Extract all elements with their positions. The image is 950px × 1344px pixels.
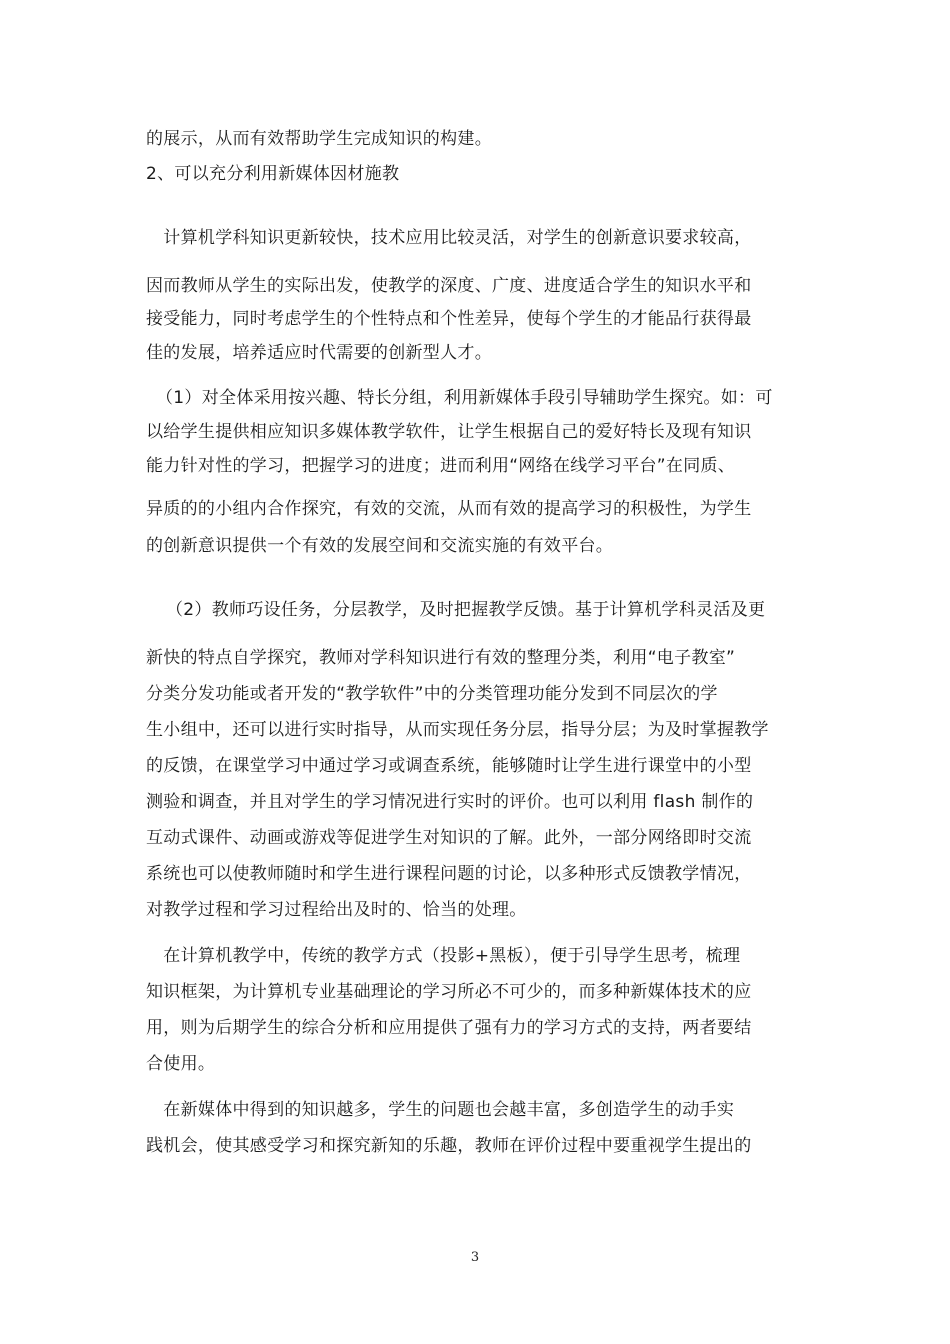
text-line: 接受能力，同时考虑学生的个性特点和个性差异，使每个学生的才能品行获得最 — [146, 309, 752, 329]
text-line: 知识框架，为计算机专业基础理论的学习所必不可少的，而多种新媒体技术的应 — [146, 982, 752, 1002]
text-line: 分类分发功能或者开发的“教学软件”中的分类管理功能分发到不同层次的学 — [146, 684, 718, 704]
text-line: 的反馈，在课堂学习中通过学习或调查系统，能够随时让学生进行课堂中的小型 — [146, 756, 752, 776]
text-line: 能力针对性的学习，把握学习的进度；进而利用“网络在线学习平台”在同质、 — [146, 456, 736, 476]
text-line: 计算机学科知识更新较快，技术应用比较灵活，对学生的创新意识要求较高， — [146, 228, 752, 248]
text-line: 异质的的小组内合作探究，有效的交流，从而有效的提高学习的积极性，为学生 — [146, 499, 752, 519]
text-line: 在新媒体中得到的知识越多，学生的问题也会越丰富，多创造学生的动手实 — [146, 1100, 735, 1120]
text-line: 新快的特点自学探究，教师对学科知识进行有效的整理分类，利用“电子教室” — [146, 648, 736, 668]
text-line: 互动式课件、动画或游戏等促进学生对知识的了解。此外，一部分网络即时交流 — [146, 828, 752, 848]
text-line: 测验和调查，并且对学生的学习情况进行实时的评价。也可以利用 flash 制作的 — [146, 792, 754, 812]
text-line: 生小组中，还可以进行实时指导，从而实现任务分层，指导分层；为及时掌握教学 — [146, 720, 769, 740]
text-line: 用，则为后期学生的综合分析和应用提供了强有力的学习方式的支持，两者要结 — [146, 1018, 752, 1038]
text-line: 的创新意识提供一个有效的发展空间和交流实施的有效平台。 — [146, 536, 614, 556]
text-line: 对教学过程和学习过程给出及时的、恰当的处理。 — [146, 900, 527, 920]
text-line: 合使用。 — [146, 1054, 216, 1074]
page-number: 3 — [470, 1250, 480, 1265]
text-line: （1）对全体采用按兴趣、特长分组，利用新媒体手段引导辅助学生探究。如：可 — [156, 388, 773, 408]
text-line: 在计算机教学中，传统的教学方式（投影+黑板），便于引导学生思考，梳理 — [146, 946, 741, 966]
text-line: 以给学生提供相应知识多媒体教学软件，让学生根据自己的爱好特长及现有知识 — [146, 422, 752, 442]
text-line: 系统也可以使教师随时和学生进行课程问题的讨论，以多种形式反馈教学情况， — [146, 864, 752, 884]
text-line: 践机会，使其感受学习和探究新知的乐趣，教师在评价过程中要重视学生提出的 — [146, 1136, 752, 1156]
section-heading: 2、可以充分利用新媒体因材施教 — [146, 164, 400, 184]
text-line: 佳的发展，培养适应时代需要的创新型人才。 — [146, 343, 492, 363]
text-line: （2）教师巧设任务，分层教学，及时把握教学反馈。基于计算机学科灵活及更 — [166, 600, 766, 620]
text-line: 因而教师从学生的实际出发，使教学的深度、广度、进度适合学生的知识水平和 — [146, 276, 752, 296]
text-line: 的展示，从而有效帮助学生完成知识的构建。 — [146, 129, 492, 149]
